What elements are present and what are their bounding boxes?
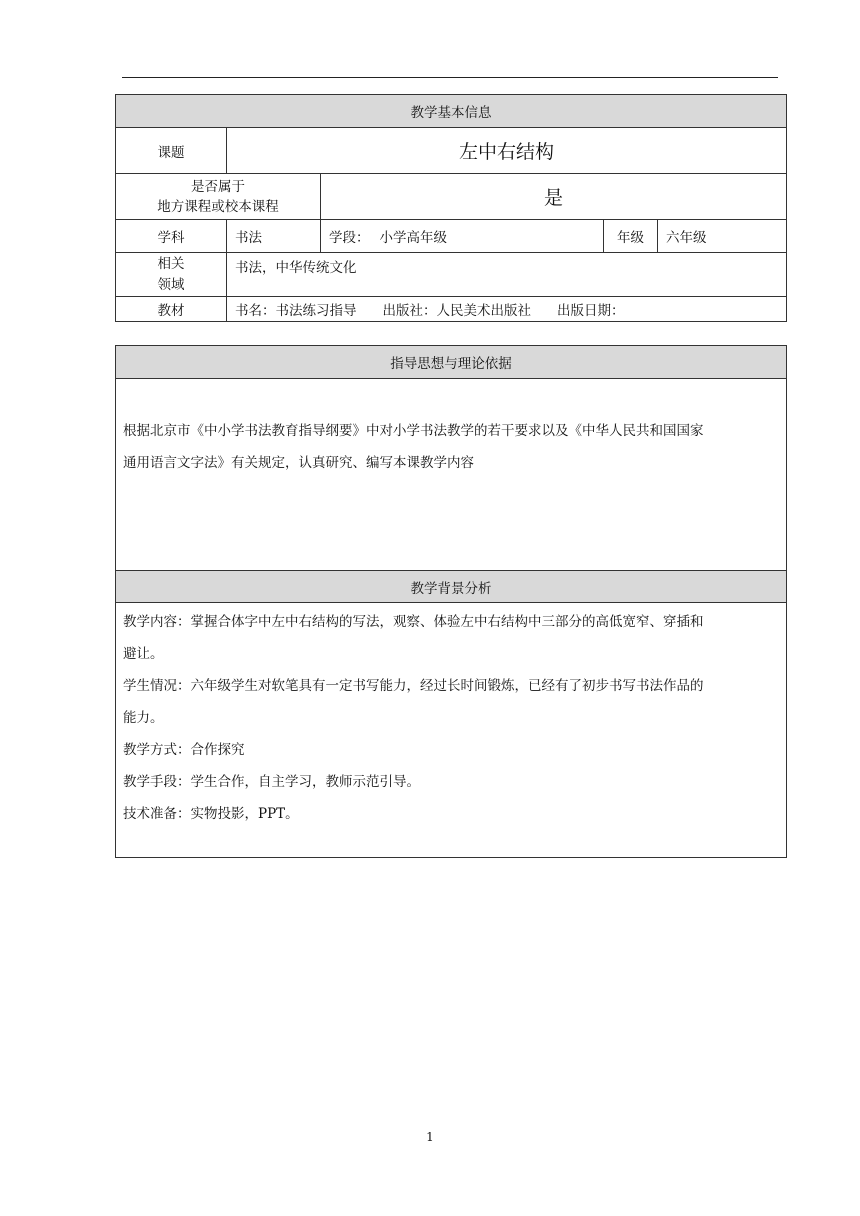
background-body [116, 603, 787, 858]
background-student-line1: 学生情况：六年级学生对软笔具有一定书写能力，经过长时间锻炼，已经有了初步书写书法作品的 [123, 678, 704, 694]
background-tech: 技术准备：实物投影，PPT。 [123, 806, 299, 822]
book-name: 书名：书法练习指导 [235, 303, 357, 319]
background-content-line1: 教学内容：掌握合体字中左中右结构的写法，观察、体验左中右结构中三部分的高低宽窄、穿插和 [123, 614, 704, 630]
local-course-value: 是 [321, 174, 787, 220]
background-content-line2: 避让。 [123, 646, 164, 662]
background-header: 教学背景分析 [116, 571, 787, 603]
topic-value: 左中右结构 [227, 128, 787, 174]
topic-label: 课题 [116, 128, 227, 174]
field-label [116, 253, 227, 297]
grade-label: 年级 [604, 220, 658, 253]
basic-info-header: 教学基本信息 [116, 95, 787, 128]
subject-label: 学科 [116, 220, 227, 253]
stage-value: 小学高年级 [379, 230, 447, 246]
guidance-background-table [115, 345, 787, 858]
field-label-line2: 领域 [157, 276, 185, 293]
local-course-label [116, 174, 321, 220]
local-course-label-line1: 是否属于 [191, 178, 245, 195]
stage-cell [321, 220, 604, 253]
basic-info-table [115, 94, 787, 322]
page-number: 1 [426, 1130, 434, 1144]
grade-value: 六年级 [658, 220, 787, 253]
field-value: 书法，中华传统文化 [227, 253, 787, 297]
subject-value: 书法 [227, 220, 321, 253]
background-student-line2: 能力。 [123, 710, 164, 726]
publish-date: 出版日期： [557, 303, 625, 319]
guiding-text-line2: 通用语言文字法》有关规定，认真研究、编写本课教学内容 [123, 455, 474, 471]
guiding-body [116, 379, 787, 571]
background-means: 教学手段：学生合作，自主学习，教师示范引导。 [123, 774, 420, 790]
guiding-text-line1: 根据北京市《中小学书法教育指导纲要》中对小学书法教学的若干要求以及《中华人民共和国国家 [123, 423, 704, 439]
guiding-header: 指导思想与理论依据 [116, 346, 787, 379]
stage-label: 学段： [329, 230, 370, 246]
textbook-value [227, 297, 787, 322]
publisher: 出版社：人民美术出版社 [382, 303, 531, 319]
textbook-label: 教材 [116, 297, 227, 322]
local-course-label-line2: 地方课程或校本课程 [157, 198, 279, 215]
field-label-line1: 相关 [157, 255, 185, 272]
header-rule [122, 77, 778, 78]
background-method: 教学方式：合作探究 [123, 742, 245, 758]
